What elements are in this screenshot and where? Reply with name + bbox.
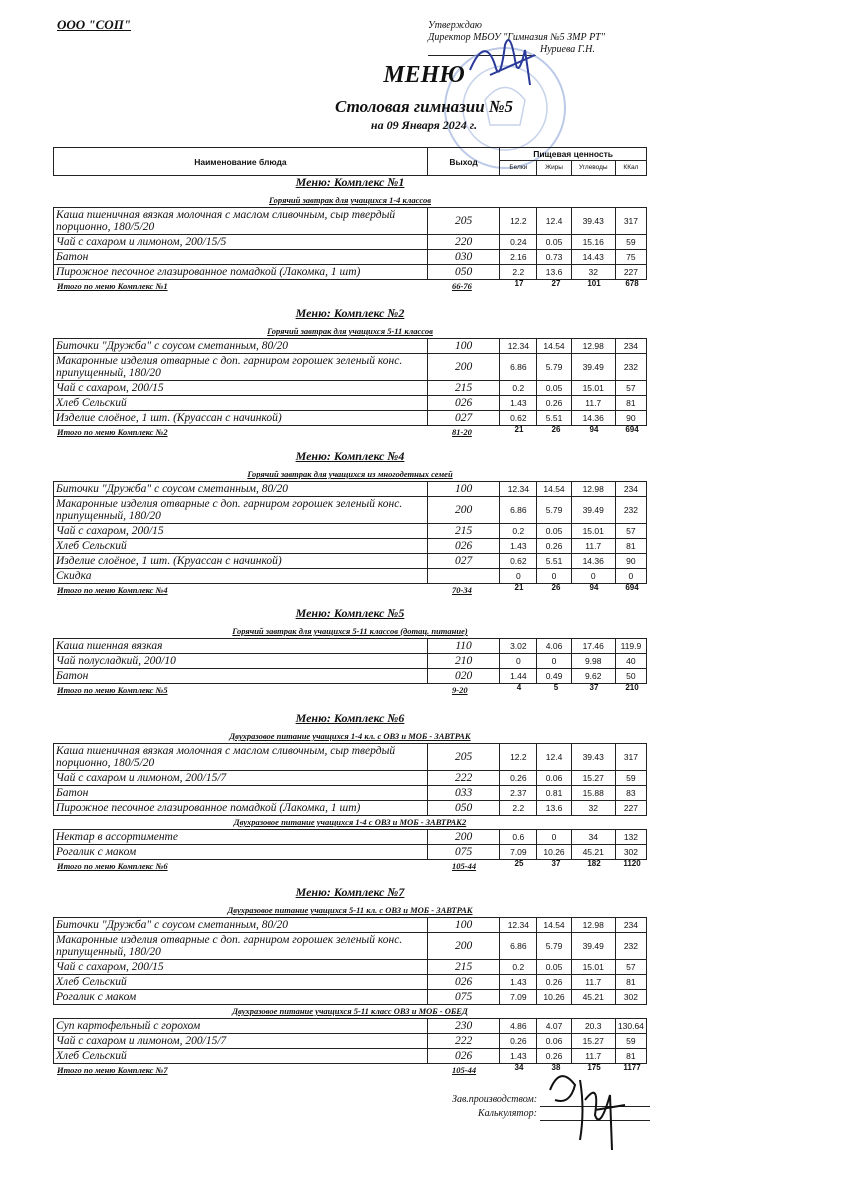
table-row: [54, 396, 647, 411]
dish-kcal: 57: [615, 524, 646, 539]
table-row: [54, 381, 647, 396]
table-row: [54, 208, 647, 235]
dish-fats: 0.26: [537, 1049, 571, 1064]
dish-carbs: 15.27: [571, 771, 615, 786]
dish-carbs: 32: [571, 801, 615, 816]
menu-total-kcal: 694: [625, 583, 639, 592]
table-row: [54, 250, 647, 265]
dish-fats: 0.81: [537, 786, 571, 801]
menu-total-code: 66-76: [452, 281, 472, 291]
dish-kcal: 81: [615, 539, 646, 554]
menu-total-code: 70-34: [452, 585, 472, 595]
dish-carbs: 34: [571, 830, 615, 845]
dish-fats: 0.49: [537, 669, 571, 684]
dish-proteins: 0.62: [500, 411, 537, 426]
dish-code: 220: [427, 235, 499, 250]
header-kcal: ККал: [615, 161, 646, 176]
dish-kcal: 40: [615, 654, 646, 669]
menu-total-kcal: 210: [625, 683, 639, 692]
dish-carbs: 0: [571, 569, 615, 584]
dish-name: Макаронные изделия отварные с доп. гарниром горошек зеленый конс. припущенный, 180/20: [54, 933, 428, 960]
menu-table: [53, 829, 647, 860]
dish-code: 100: [427, 482, 499, 497]
dish-code: 200: [427, 354, 499, 381]
menu-total-label: Итого по меню Комплекс №2: [57, 427, 168, 437]
dish-fats: 10.26: [537, 845, 571, 860]
table-row: [54, 1019, 647, 1034]
dish-name: Изделие слоёное, 1 шт. (Круассан с начинкой): [54, 554, 428, 569]
dish-proteins: 7.09: [500, 990, 537, 1005]
dish-kcal: 81: [615, 396, 646, 411]
footer-calculator-label: Калькулятор:: [478, 1108, 537, 1119]
menu-total-kcal: 1120: [623, 859, 641, 868]
dish-carbs: 12.98: [571, 918, 615, 933]
menu-total-carbs: 37: [589, 683, 599, 692]
menu-total-carbs: 101: [587, 279, 601, 288]
dish-kcal: 0: [615, 569, 646, 584]
menu-total-fats: 26: [551, 583, 561, 592]
dish-code: 100: [427, 339, 499, 354]
dish-carbs: 15.01: [571, 381, 615, 396]
menu-total-label: Итого по меню Комплекс №1: [57, 281, 168, 291]
menu-table: [53, 481, 647, 584]
table-row: [54, 786, 647, 801]
menu-total-label: Итого по меню Комплекс №4: [57, 585, 168, 595]
approval-name: Нуриева Г.Н.: [540, 44, 595, 55]
dish-code: 027: [427, 411, 499, 426]
dish-name: Суп картофельный с горохом: [54, 1019, 428, 1034]
dish-proteins: 0.2: [500, 381, 537, 396]
dish-kcal: 317: [615, 744, 646, 771]
dish-carbs: 17.46: [571, 639, 615, 654]
page-date: на 09 Января 2024 г.: [370, 118, 478, 132]
menu-table: [53, 207, 647, 280]
dish-code: 030: [427, 250, 499, 265]
dish-carbs: 11.7: [571, 396, 615, 411]
dish-carbs: 9.98: [571, 654, 615, 669]
dish-carbs: 39.43: [571, 208, 615, 235]
footer-production-label: Зав.производством:: [452, 1094, 538, 1105]
dish-code: 210: [427, 654, 499, 669]
dish-code: 205: [427, 208, 499, 235]
dish-name: Чай полусладкий, 200/10: [54, 654, 428, 669]
dish-code: 200: [427, 830, 499, 845]
dish-code: 033: [427, 786, 499, 801]
dish-kcal: 59: [615, 771, 646, 786]
dish-fats: 0.06: [537, 1034, 571, 1049]
dish-proteins: 1.43: [500, 1049, 537, 1064]
dish-code: 215: [427, 381, 499, 396]
header-fats: Жиры: [537, 161, 571, 176]
menu-total-carbs: 94: [589, 425, 599, 434]
dish-proteins: 7.09: [500, 845, 537, 860]
group-subtitle: Горячий завтрак для учащихся из многодетных семей: [247, 469, 453, 479]
dish-fats: 0.73: [537, 250, 571, 265]
header-carbs: Углеводы: [571, 161, 615, 176]
menu-total-fats: 27: [551, 279, 561, 288]
menu-title: Меню: Комплекс №5: [295, 606, 405, 620]
dish-name: Чай с сахаром и лимоном, 200/15/5: [54, 235, 428, 250]
table-row: [54, 960, 647, 975]
menu-total-carbs: 175: [587, 1063, 601, 1072]
dish-fats: 0.26: [537, 539, 571, 554]
dish-fats: 0: [537, 569, 571, 584]
table-row: [54, 524, 647, 539]
dish-code: 026: [427, 539, 499, 554]
dish-code: 020: [427, 669, 499, 684]
dish-name: Батон: [54, 786, 428, 801]
menu-title: Меню: Комплекс №1: [295, 175, 405, 189]
dish-fats: 13.6: [537, 801, 571, 816]
dish-fats: 12.4: [537, 744, 571, 771]
dish-carbs: 39.43: [571, 744, 615, 771]
dish-carbs: 15.88: [571, 786, 615, 801]
dish-carbs: 45.21: [571, 990, 615, 1005]
dish-kcal: 119.9: [615, 639, 646, 654]
table-row: [54, 411, 647, 426]
dish-fats: 5.51: [537, 554, 571, 569]
dish-carbs: 14.43: [571, 250, 615, 265]
dish-proteins: 6.86: [500, 497, 537, 524]
table-row: [54, 554, 647, 569]
dish-fats: 0.26: [537, 396, 571, 411]
menu-total-proteins: 17: [514, 279, 524, 288]
table-row: [54, 235, 647, 250]
table-row: [54, 1034, 647, 1049]
dish-kcal: 302: [615, 845, 646, 860]
dish-name: Хлеб Сельский: [54, 1049, 428, 1064]
dish-kcal: 59: [615, 235, 646, 250]
dish-carbs: 11.7: [571, 1049, 615, 1064]
dish-name: Биточки "Дружба" с соусом сметанным, 80/20: [54, 918, 428, 933]
dish-name: Чай с сахаром и лимоном, 200/15/7: [54, 771, 428, 786]
dish-code: 110: [427, 639, 499, 654]
menu-total-fats: 5: [553, 683, 559, 692]
menu-title: Меню: Комплекс №6: [295, 711, 405, 725]
table-row: [54, 339, 647, 354]
dish-fats: 0.06: [537, 771, 571, 786]
dish-kcal: 57: [615, 381, 646, 396]
page-title: МЕНЮ: [383, 62, 465, 88]
dish-proteins: 2.2: [500, 265, 537, 280]
dish-name: Хлеб Сельский: [54, 975, 428, 990]
dish-proteins: 4.86: [500, 1019, 537, 1034]
dish-name: Рогалик с маком: [54, 990, 428, 1005]
dish-carbs: 15.01: [571, 960, 615, 975]
dish-kcal: 132: [615, 830, 646, 845]
dish-proteins: 0.62: [500, 554, 537, 569]
table-row: [54, 830, 647, 845]
dish-code: 200: [427, 497, 499, 524]
dish-code: 050: [427, 265, 499, 280]
dish-code: 230: [427, 1019, 499, 1034]
dish-proteins: 12.2: [500, 208, 537, 235]
dish-name: Рогалик с маком: [54, 845, 428, 860]
dish-carbs: 14.36: [571, 554, 615, 569]
dish-fats: 0.26: [537, 975, 571, 990]
dish-kcal: 81: [615, 975, 646, 990]
menu-total-fats: 26: [551, 425, 561, 434]
dish-code: 027: [427, 554, 499, 569]
table-row: [54, 669, 647, 684]
dish-proteins: 0: [500, 654, 537, 669]
dish-fats: 5.79: [537, 354, 571, 381]
dish-fats: 0.05: [537, 381, 571, 396]
dish-name: Хлеб Сельский: [54, 539, 428, 554]
dish-name: Чай с сахаром, 200/15: [54, 381, 428, 396]
table-row: [54, 918, 647, 933]
column-header-table: [53, 147, 647, 176]
dish-fats: 14.54: [537, 482, 571, 497]
table-row: [54, 990, 647, 1005]
dish-name: Чай с сахаром, 200/15: [54, 960, 428, 975]
dish-carbs: 39.49: [571, 354, 615, 381]
dish-fats: 0.05: [537, 524, 571, 539]
table-row: [54, 744, 647, 771]
dish-kcal: 130.64: [615, 1019, 646, 1034]
header-nutrition: Пищевая ценность: [500, 148, 647, 161]
dish-proteins: 2.16: [500, 250, 537, 265]
menu-total-code: 9-20: [452, 685, 468, 695]
menu-table: [53, 338, 647, 426]
dish-name: Каша пшенная вязкая: [54, 639, 428, 654]
table-row: [54, 569, 647, 584]
dish-carbs: 12.98: [571, 482, 615, 497]
dish-kcal: 234: [615, 918, 646, 933]
dish-code: 215: [427, 524, 499, 539]
dish-proteins: 0.2: [500, 960, 537, 975]
header-proteins: Белки: [500, 161, 537, 176]
menu-table: [53, 638, 647, 684]
group-subtitle: Двухразовое питание учащихся 1-4 с ОВЗ и МОБ - ЗАВТРАК2: [233, 817, 467, 827]
dish-fats: 10.26: [537, 990, 571, 1005]
dish-kcal: 50: [615, 669, 646, 684]
group-subtitle: Горячий завтрак для учащихся 5-11 классов (дотац. питание): [232, 626, 468, 636]
dish-proteins: 1.44: [500, 669, 537, 684]
dish-code: 075: [427, 845, 499, 860]
dish-fats: 12.4: [537, 208, 571, 235]
dish-code: 222: [427, 771, 499, 786]
group-subtitle: Горячий завтрак для учащихся 5-11 классов: [267, 326, 433, 336]
menu-title: Меню: Комплекс №7: [295, 885, 405, 899]
dish-fats: 4.07: [537, 1019, 571, 1034]
dish-kcal: 57: [615, 960, 646, 975]
table-row: [54, 771, 647, 786]
dish-code: 026: [427, 1049, 499, 1064]
dish-name: Хлеб Сельский: [54, 396, 428, 411]
dish-code: 200: [427, 933, 499, 960]
dish-proteins: 3.02: [500, 639, 537, 654]
menu-total-proteins: 4: [516, 683, 522, 692]
dish-kcal: 227: [615, 265, 646, 280]
company-name: ООО "СОП": [57, 17, 132, 32]
dish-fats: 13.6: [537, 265, 571, 280]
menu-total-kcal: 694: [625, 425, 639, 434]
menu-total-fats: 38: [551, 1063, 561, 1072]
dish-kcal: 234: [615, 482, 646, 497]
dish-kcal: 227: [615, 801, 646, 816]
menu-total-label: Итого по меню Комплекс №5: [57, 685, 168, 695]
group-subtitle: Двухразовое питание учащихся 5-11 класс ОВЗ и МОБ - ОБЕД: [232, 1006, 468, 1016]
dish-code: [427, 569, 499, 584]
menu-total-fats: 37: [551, 859, 561, 868]
dish-carbs: 32: [571, 265, 615, 280]
dish-code: 222: [427, 1034, 499, 1049]
table-row: [54, 354, 647, 381]
dish-fats: 0: [537, 654, 571, 669]
dish-carbs: 14.36: [571, 411, 615, 426]
dish-carbs: 20.3: [571, 1019, 615, 1034]
dish-code: 205: [427, 744, 499, 771]
dish-name: Биточки "Дружба" с соусом сметанным, 80/20: [54, 482, 428, 497]
dish-fats: 5.51: [537, 411, 571, 426]
table-row: [54, 845, 647, 860]
menu-total-proteins: 21: [514, 583, 524, 592]
dish-fats: 4.06: [537, 639, 571, 654]
dish-code: 050: [427, 801, 499, 816]
dish-proteins: 0.24: [500, 235, 537, 250]
dish-kcal: 302: [615, 990, 646, 1005]
dish-carbs: 15.27: [571, 1034, 615, 1049]
dish-proteins: 12.34: [500, 339, 537, 354]
dish-kcal: 81: [615, 1049, 646, 1064]
table-row: [54, 539, 647, 554]
dish-name: Изделие слоёное, 1 шт. (Круассан с начинкой): [54, 411, 428, 426]
dish-fats: 0.05: [537, 960, 571, 975]
dish-proteins: 1.43: [500, 396, 537, 411]
dish-name: Макаронные изделия отварные с доп. гарниром горошек зеленый конс. припущенный, 180/20: [54, 497, 428, 524]
calculator-signature: [540, 1060, 630, 1155]
dish-carbs: 15.01: [571, 524, 615, 539]
dish-name: Биточки "Дружба" с соусом сметанным, 80/20: [54, 339, 428, 354]
dish-kcal: 75: [615, 250, 646, 265]
dish-code: 026: [427, 396, 499, 411]
menu-table: [53, 743, 647, 816]
dish-carbs: 11.7: [571, 975, 615, 990]
dish-fats: 5.79: [537, 497, 571, 524]
dish-proteins: 0.2: [500, 524, 537, 539]
menu-total-kcal: 1177: [623, 1063, 641, 1072]
dish-name: Чай с сахаром и лимоном, 200/15/7: [54, 1034, 428, 1049]
menu-title: Меню: Комплекс №4: [295, 449, 405, 463]
menu-table: [53, 1018, 647, 1064]
dish-code: 026: [427, 975, 499, 990]
table-row: [54, 801, 647, 816]
menu-title: Меню: Комплекс №2: [295, 306, 405, 320]
menu-total-code: 105-44: [452, 1065, 477, 1075]
table-row: [54, 639, 647, 654]
dish-carbs: 45.21: [571, 845, 615, 860]
dish-name: Пирожное песочное глазированное помадкой (Лакомка, 1 шт): [54, 801, 428, 816]
table-row: [54, 482, 647, 497]
dish-kcal: 90: [615, 554, 646, 569]
menu-total-code: 105-44: [452, 861, 477, 871]
dish-code: 100: [427, 918, 499, 933]
dish-proteins: 0.26: [500, 771, 537, 786]
table-row: [54, 654, 647, 669]
dish-carbs: 9.62: [571, 669, 615, 684]
table-row: [54, 265, 647, 280]
dish-fats: 0.05: [537, 235, 571, 250]
dish-fats: 0: [537, 830, 571, 845]
dish-kcal: 317: [615, 208, 646, 235]
dish-proteins: 12.34: [500, 482, 537, 497]
menu-total-carbs: 94: [589, 583, 599, 592]
menu-total-proteins: 25: [514, 859, 524, 868]
header-output: Выход: [427, 148, 499, 176]
table-row: [54, 975, 647, 990]
group-subtitle: Двухразовое питание учащихся 1-4 кл. с ОВЗ и МОБ - ЗАВТРАК: [229, 731, 471, 741]
dish-code: 075: [427, 990, 499, 1005]
dish-kcal: 83: [615, 786, 646, 801]
menu-total-carbs: 182: [587, 859, 601, 868]
dish-proteins: 6.86: [500, 354, 537, 381]
dish-proteins: 1.43: [500, 975, 537, 990]
dish-carbs: 11.7: [571, 539, 615, 554]
dish-carbs: 12.98: [571, 339, 615, 354]
dish-name: Чай с сахаром, 200/15: [54, 524, 428, 539]
dish-kcal: 232: [615, 933, 646, 960]
dish-kcal: 90: [615, 411, 646, 426]
dish-name: Каша пшеничная вязкая молочная с маслом сливочным, сыр твердый порционно, 180/5/20: [54, 208, 428, 235]
dish-code: 215: [427, 960, 499, 975]
table-row: [54, 497, 647, 524]
dish-fats: 5.79: [537, 933, 571, 960]
menu-total-proteins: 21: [514, 425, 524, 434]
menu-total-label: Итого по меню Комплекс №7: [57, 1065, 168, 1075]
dish-kcal: 59: [615, 1034, 646, 1049]
approval-line1: Утверждаю: [428, 20, 482, 31]
menu-total-proteins: 34: [514, 1063, 524, 1072]
dish-fats: 14.54: [537, 918, 571, 933]
menu-table: [53, 917, 647, 1005]
dish-name: Пирожное песочное глазированное помадкой (Лакомка, 1 шт): [54, 265, 428, 280]
dish-proteins: 12.34: [500, 918, 537, 933]
dish-proteins: 12.2: [500, 744, 537, 771]
menu-total-code: 81-20: [452, 427, 472, 437]
dish-name: Макаронные изделия отварные с доп. гарниром горошек зеленый конс. припущенный, 180/20: [54, 354, 428, 381]
table-row: [54, 933, 647, 960]
dish-kcal: 232: [615, 497, 646, 524]
dish-name: Скидка: [54, 569, 428, 584]
dish-carbs: 39.49: [571, 497, 615, 524]
menu-total-kcal: 678: [625, 279, 639, 288]
dish-name: Батон: [54, 250, 428, 265]
dish-name: Батон: [54, 669, 428, 684]
dish-kcal: 234: [615, 339, 646, 354]
dish-proteins: 6.86: [500, 933, 537, 960]
dish-kcal: 232: [615, 354, 646, 381]
dish-proteins: 0: [500, 569, 537, 584]
dish-fats: 14.54: [537, 339, 571, 354]
dish-carbs: 15.16: [571, 235, 615, 250]
dish-name: Каша пшеничная вязкая молочная с маслом сливочным, сыр твердый порционно, 180/5/20: [54, 744, 428, 771]
dish-proteins: 2.37: [500, 786, 537, 801]
page-subtitle: Столовая гимназии №5: [334, 97, 514, 116]
group-subtitle: Горячий завтрак для учащихся 1-4 классов: [268, 195, 432, 205]
dish-proteins: 0.6: [500, 830, 537, 845]
dish-proteins: 1.43: [500, 539, 537, 554]
dish-carbs: 39.49: [571, 933, 615, 960]
group-subtitle: Двухразовое питание учащихся 5-11 кл. с ОВЗ и МОБ - ЗАВТРАК: [227, 905, 473, 915]
dish-name: Нектар в ассортименте: [54, 830, 428, 845]
dish-proteins: 0.26: [500, 1034, 537, 1049]
dish-proteins: 2.2: [500, 801, 537, 816]
approval-line2: Директор МБОУ "Гимназия №5 ЗМР РТ": [428, 32, 605, 43]
header-dish: Наименование блюда: [54, 148, 428, 176]
menu-total-label: Итого по меню Комплекс №6: [57, 861, 168, 871]
